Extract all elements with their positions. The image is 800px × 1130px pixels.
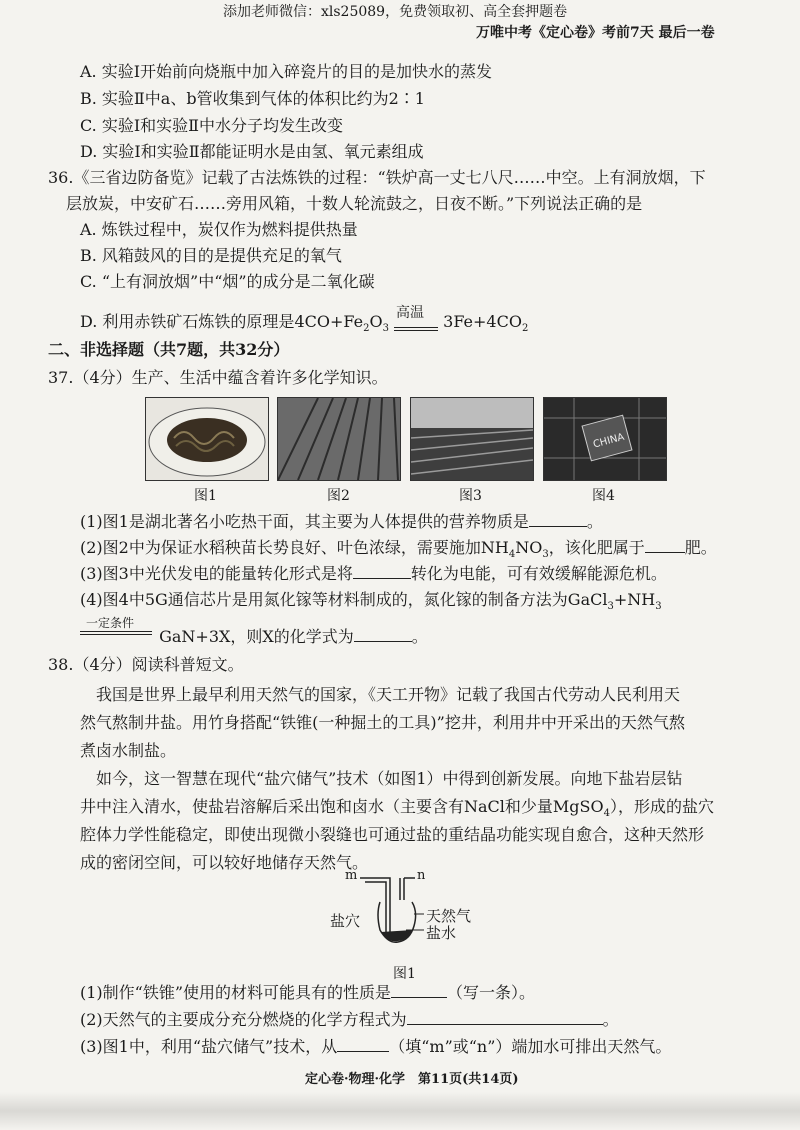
salt-cavern-diagram bbox=[330, 868, 480, 965]
q38-para1-line1: 我国是世界上最早利用天然气的国家，《天工开物》记载了我国古代劳动人民利用天 bbox=[96, 685, 681, 704]
q38-sub2: (2)天然气的主要成分充分燃烧的化学方程式为 。 bbox=[80, 1010, 619, 1029]
q36-reaction-condition: 高温 bbox=[396, 305, 425, 322]
diagram-label-n: n bbox=[417, 868, 426, 883]
q36-stem-line2: 层放炭，中安矿石……旁用风箱，十数人轮流鼓之，日夜不断。”下列说法正确的是 bbox=[66, 194, 643, 213]
q38-answer-blank-2[interactable] bbox=[407, 1010, 603, 1025]
q35-option-d: D. 实验Ⅰ和实验Ⅱ都能证明水是由氢、氧元素组成 bbox=[80, 142, 424, 161]
q36-option-b: B. 风箱鼓风的目的是提供充足的氧气 bbox=[80, 246, 342, 265]
q35-option-a: A. 实验Ⅰ开始前向烧瓶中加入碎瓷片的目的是加快水的蒸发 bbox=[80, 62, 493, 81]
q37-reaction-condition: 一定条件 bbox=[86, 616, 135, 630]
q38-answer-blank-3[interactable] bbox=[337, 1037, 389, 1052]
q36-option-c: C. “上有洞放烟”中“烟”的成分是二氧化碳 bbox=[80, 272, 375, 291]
q37-sub1: (1)图1是湖北著名小吃热干面，其主要为人体提供的营养物质是 。 bbox=[80, 512, 603, 531]
photo-solar-panels bbox=[410, 397, 534, 481]
q38-para1-line3: 煮卤水制盐。 bbox=[80, 741, 177, 760]
caption-fig2: 图2 bbox=[327, 488, 350, 504]
diagram-label-m: m bbox=[345, 868, 358, 883]
photo-rice-field bbox=[277, 397, 401, 481]
q38-stem: 38.（4分）阅读科普短文。 bbox=[48, 655, 244, 674]
q38-para2-line4: 成的密闭空间，可以较好地储存天然气。 bbox=[80, 853, 369, 872]
q38-answer-blank-1[interactable] bbox=[391, 983, 447, 998]
diagram-label-cave: 盐穴 bbox=[330, 912, 361, 930]
diagram-label-brine: 盐水 bbox=[426, 924, 457, 942]
q37-answer-blank-4[interactable] bbox=[354, 627, 412, 642]
scan-shadow bbox=[0, 1092, 800, 1130]
caption-fig3: 图3 bbox=[459, 488, 482, 504]
diagram-caption: 图1 bbox=[393, 966, 416, 982]
photo-hot-dry-noodles bbox=[145, 397, 269, 481]
q37-sub2: (2)图2中为保证水稻秧苗长势良好、叶色浓绿，需要施加$NH_4NO_3$，该化肥属于 肥。 bbox=[80, 538, 717, 561]
q36-option-a: A. 炼铁过程中，炭仅作为燃料提供热量 bbox=[80, 220, 358, 239]
q38-sub1: (1)制作“铁锥”使用的材料可能具有的性质是 （写一条）。 bbox=[80, 983, 536, 1002]
q37-answer-blank-1[interactable] bbox=[529, 512, 587, 527]
page-footer: 定心卷·物理·化学 第11页(共14页) bbox=[305, 1072, 519, 1087]
q38-para2-line1: 如今，这一智慧在现代“盐穴储气”技术（如图1）中得到创新发展。向地下盐岩层钻 bbox=[96, 769, 683, 788]
caption-fig4: 图4 bbox=[592, 488, 615, 504]
q36-stem-line1: 36.《三省边防备览》记载了古法炼铁的过程：“铁炉高一丈七八尺……中空。上有洞放烟，下 bbox=[48, 168, 706, 187]
q36-option-d: D. 利用赤铁矿石炼铁的原理是$4CO+Fe_2O_3$ 高温 $3Fe+4CO_2$ bbox=[80, 305, 529, 335]
q37-answer-blank-2[interactable] bbox=[645, 538, 685, 553]
q37-sub3: (3)图3中光伏发电的能量转化形式是将 转化为电能，可有效缓解能源危机。 bbox=[80, 564, 667, 583]
section-2-title: 二、非选择题（共7题，共32分） bbox=[48, 340, 290, 359]
q37-sub4-line2: 一定条件 GaN+3X，则X的化学式为 。 bbox=[80, 627, 428, 647]
q38-sub3: (3)图1中，利用“盐穴储气”技术，从 （填“m”或“n”）端加水可排出天然气。 bbox=[80, 1037, 672, 1056]
series-title: 万唯中考《定心卷》考前7天 最后一卷 bbox=[476, 25, 715, 41]
q37-answer-blank-3[interactable] bbox=[353, 564, 411, 579]
q35-option-c: C. 实验Ⅰ和实验Ⅱ中水分子均发生改变 bbox=[80, 116, 344, 135]
chip-label: CHINA bbox=[591, 431, 626, 451]
watermark-text: 添加老师微信：xls25089，免费领取初、高全套押题卷 bbox=[223, 4, 568, 20]
q38-para2-line2: 井中注入清水，使盐岩溶解后采出饱和卤水（主要含有NaCl和少量MgSO$_4$），形成的盐穴 bbox=[80, 797, 714, 820]
q37-stem: 37.（4分）生产、生活中蕴含着许多化学知识。 bbox=[48, 368, 388, 387]
q38-para1-line2: 然气熬制井盐。用竹身搭配“铁锥(一种掘土的工具)”挖井，利用井中开采出的天然气熬 bbox=[80, 713, 685, 732]
caption-fig1: 图1 bbox=[194, 488, 217, 504]
photo-5g-chip bbox=[543, 397, 667, 481]
q38-para2-line3: 腔体力学性能稳定，即使出现微小裂缝也可通过盐的重结晶功能实现自愈合，这种天然形 bbox=[80, 825, 705, 844]
q35-option-b: B. 实验Ⅱ中a、b管收集到气体的体积比约为2∶1 bbox=[80, 89, 425, 108]
q37-sub4-line1: (4)图4中5G通信芯片是用氮化镓等材料制成的，氮化镓的制备方法为$GaCl_3+NH_3$ bbox=[80, 590, 662, 613]
diagram-label-gas: 天然气 bbox=[426, 907, 472, 925]
